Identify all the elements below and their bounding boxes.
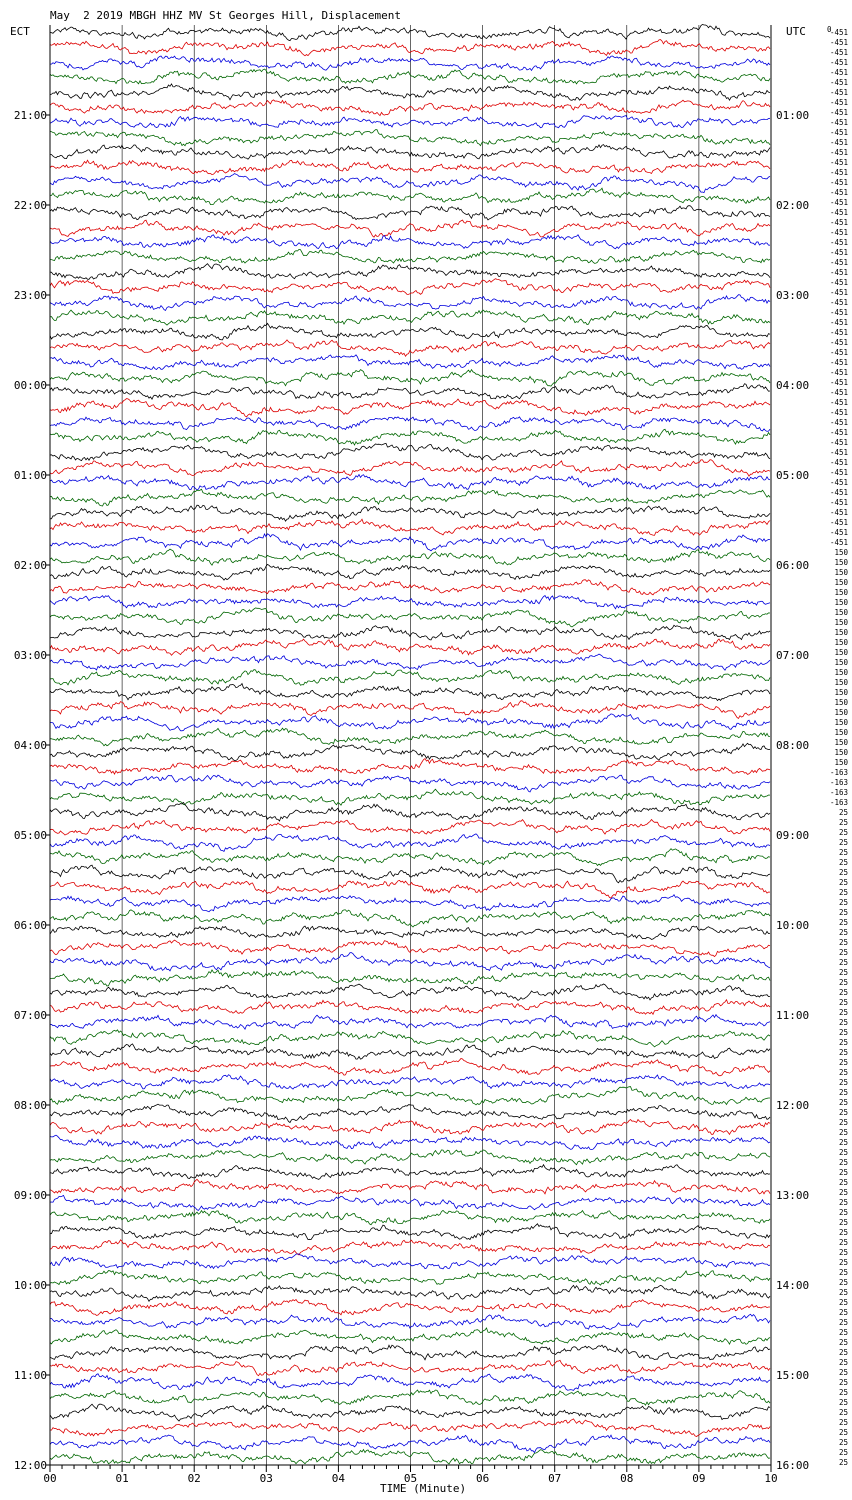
seismic-trace — [50, 130, 770, 146]
scale-value: -451 — [829, 78, 848, 87]
scale-value: -451 — [829, 298, 848, 307]
seismic-trace — [50, 1165, 770, 1180]
scale-value: 25 — [838, 998, 848, 1007]
scale-value: -451 — [829, 68, 848, 77]
left-hour-label: 21:00 — [13, 109, 47, 122]
scale-value: 25 — [838, 1188, 848, 1197]
seismic-trace — [50, 279, 770, 295]
seismic-trace — [50, 56, 770, 70]
scale-value: 25 — [838, 1088, 848, 1097]
scale-value: 150 — [834, 598, 848, 607]
seismic-trace — [50, 1450, 770, 1464]
scale-value: 25 — [838, 1438, 848, 1447]
scale-value: -163 — [829, 778, 848, 787]
scale-value: -451 — [829, 408, 848, 417]
seismic-trace — [50, 984, 770, 1000]
seismic-trace — [50, 460, 770, 477]
seismic-trace — [50, 1300, 770, 1316]
scale-value: -451 — [829, 248, 848, 257]
scale-value: 25 — [838, 968, 848, 977]
scale-value: -163 — [829, 798, 848, 807]
scale-value: 150 — [834, 728, 848, 737]
seismic-trace — [50, 880, 770, 898]
right-hour-label: 06:00 — [776, 559, 810, 572]
scale-value: -451 — [829, 368, 848, 377]
scale-value: -451 — [829, 308, 848, 317]
seismic-trace — [50, 820, 770, 836]
right-hour-label: 13:00 — [776, 1189, 810, 1202]
scale-value: 25 — [838, 1428, 848, 1437]
right-hour-label: 15:00 — [776, 1369, 810, 1382]
scale-value: 150 — [834, 608, 848, 617]
scale-value: -451 — [829, 348, 848, 357]
x-tick-label: 05 — [403, 1472, 418, 1485]
scale-value: 150 — [834, 678, 848, 687]
x-axis-label: TIME (Minute) — [380, 1482, 467, 1495]
scale-value: 150 — [834, 758, 848, 767]
scale-value: 25 — [838, 1128, 848, 1137]
left-hour-label: 02:00 — [13, 559, 47, 572]
right-hour-label: 11:00 — [776, 1009, 810, 1022]
scale-value: -451 — [829, 318, 848, 327]
scale-value: -451 — [829, 148, 848, 157]
scale-value: -451 — [829, 38, 848, 47]
left-hour-label: 04:00 — [13, 739, 47, 752]
minute-gridlines — [122, 25, 699, 1465]
x-tick-label: 08 — [620, 1472, 634, 1485]
seismic-trace — [50, 206, 770, 220]
x-tick-label: 10 — [764, 1472, 778, 1485]
scale-value: 25 — [838, 888, 848, 897]
scale-value: 150 — [834, 738, 848, 747]
seismic-trace — [50, 1404, 770, 1421]
scale-value: -451 — [829, 378, 848, 387]
scale-value: -451 — [829, 478, 848, 487]
seismic-trace — [50, 1271, 770, 1286]
seismic-trace — [50, 759, 770, 775]
scale-value: 25 — [838, 1458, 848, 1467]
x-tick-label: 04 — [331, 1472, 346, 1485]
seismic-trace — [50, 160, 770, 174]
seismic-trace — [50, 417, 770, 431]
seismic-trace — [50, 310, 770, 325]
seismic-trace — [50, 1435, 770, 1452]
scale-value: -451 — [829, 508, 848, 517]
scale-value: 25 — [838, 1388, 848, 1397]
seismic-trace — [50, 1075, 770, 1089]
left-hour-label: 01:00 — [13, 469, 47, 482]
scale-value: 25 — [838, 1168, 848, 1177]
scale-value: 25 — [838, 1248, 848, 1257]
seismic-trace — [50, 639, 770, 655]
scale-value: 25 — [838, 1198, 848, 1207]
scale-value: 25 — [838, 1308, 848, 1317]
seismic-trace — [50, 116, 770, 128]
scale-value: 25 — [838, 1098, 848, 1107]
scale-value: -451 — [829, 118, 848, 127]
scale-value: -451 — [829, 258, 848, 267]
scale-header: 0 — [827, 25, 832, 34]
left-hour-label: 11:00 — [13, 1369, 47, 1382]
seismic-trace — [50, 340, 770, 356]
seismic-trace — [50, 1044, 770, 1059]
scale-value: 25 — [838, 988, 848, 997]
scale-value: -451 — [829, 398, 848, 407]
left-hour-label: 09:00 — [13, 1189, 47, 1202]
seismic-trace — [50, 803, 770, 822]
scale-value: 25 — [838, 1368, 848, 1377]
seismic-trace — [50, 608, 770, 627]
seismic-trace — [50, 370, 770, 387]
seismic-trace — [50, 24, 770, 40]
seismic-trace — [50, 580, 770, 595]
scale-value: 25 — [838, 1018, 848, 1027]
x-tick-label: 03 — [259, 1472, 273, 1485]
scale-value: -451 — [829, 278, 848, 287]
scale-value: -451 — [829, 128, 848, 137]
seismic-trace — [50, 1150, 770, 1165]
scale-value: 150 — [834, 638, 848, 647]
x-tick-label: 09 — [692, 1472, 706, 1485]
seismic-trace — [50, 1030, 770, 1047]
scale-value: -451 — [829, 168, 848, 177]
seismic-trace — [50, 174, 770, 193]
scale-value: 25 — [838, 978, 848, 987]
scale-value: 25 — [838, 938, 848, 947]
scale-value: 25 — [838, 1348, 848, 1357]
scale-value: 25 — [838, 1028, 848, 1037]
scale-value: 25 — [838, 1418, 848, 1427]
scale-value: 150 — [834, 578, 848, 587]
scale-value: -451 — [829, 208, 848, 217]
scale-value: 150 — [834, 648, 848, 657]
left-hour-label: 05:00 — [13, 829, 47, 842]
scale-value: -451 — [829, 418, 848, 427]
seismic-trace — [50, 429, 770, 445]
scale-value: -451 — [829, 538, 848, 547]
scale-value: 25 — [838, 848, 848, 857]
seismic-trace — [50, 1059, 770, 1076]
scale-value: 25 — [838, 1058, 848, 1067]
scale-value: 25 — [838, 1258, 848, 1267]
seismic-trace — [50, 670, 770, 686]
scale-value: -451 — [829, 188, 848, 197]
right-hour-label: 05:00 — [776, 469, 810, 482]
scale-value: -451 — [829, 228, 848, 237]
seismic-trace — [50, 475, 770, 490]
seismic-trace — [50, 684, 770, 701]
scale-value: 25 — [838, 928, 848, 937]
seismic-trace — [50, 323, 770, 339]
seismic-traces — [50, 24, 770, 1464]
scale-value: -451 — [829, 158, 848, 167]
scale-value: -451 — [829, 218, 848, 227]
seismic-trace — [50, 519, 770, 535]
seismic-trace — [50, 100, 770, 116]
seismic-trace — [50, 1360, 770, 1375]
seismic-trace — [50, 926, 770, 939]
scale-value: 150 — [834, 628, 848, 637]
seismic-trace — [50, 775, 770, 792]
scale-value: 25 — [838, 1048, 848, 1057]
scale-value: -451 — [829, 328, 848, 337]
scale-value: 25 — [838, 1138, 848, 1147]
right-hour-label: 07:00 — [776, 649, 810, 662]
scale-value: 25 — [838, 878, 848, 887]
scale-value: -163 — [829, 768, 848, 777]
scale-value: 25 — [838, 858, 848, 867]
scale-value: -451 — [829, 458, 848, 467]
seismic-trace — [50, 940, 770, 957]
scale-value: 25 — [838, 1218, 848, 1227]
seismic-trace — [50, 235, 770, 249]
seismic-trace — [50, 264, 770, 280]
scale-value: -451 — [829, 448, 848, 457]
seismic-trace — [50, 728, 770, 746]
left-timezone-label: ECT — [10, 25, 30, 38]
scale-value: 25 — [838, 1268, 848, 1277]
seismic-trace — [50, 1087, 770, 1105]
scale-value: 25 — [838, 1448, 848, 1457]
seismic-trace — [50, 220, 770, 237]
seismic-trace — [50, 895, 770, 912]
scale-value: -451 — [829, 338, 848, 347]
scale-value: 150 — [834, 748, 848, 757]
seismic-trace — [50, 849, 770, 866]
scale-value: 25 — [838, 1008, 848, 1017]
seismic-trace — [50, 399, 770, 417]
left-hour-label: 08:00 — [13, 1099, 47, 1112]
scale-value: 25 — [838, 1288, 848, 1297]
scale-value: 150 — [834, 568, 848, 577]
scale-value: 25 — [838, 1318, 848, 1327]
scale-value: 25 — [838, 1328, 848, 1337]
scale-value: -451 — [829, 88, 848, 97]
scale-value: -451 — [829, 178, 848, 187]
scale-value: -451 — [829, 358, 848, 367]
scale-value: 25 — [838, 1338, 848, 1347]
seismic-trace — [50, 1104, 770, 1122]
seismic-trace — [50, 355, 770, 370]
scale-value: -451 — [829, 428, 848, 437]
seismic-trace — [50, 145, 770, 160]
scale-value: -451 — [829, 58, 848, 67]
scale-value: 25 — [838, 838, 848, 847]
seismic-trace — [50, 701, 770, 719]
scale-value: 25 — [838, 1298, 848, 1307]
right-hour-label: 04:00 — [776, 379, 810, 392]
scale-value: 150 — [834, 658, 848, 667]
seismic-trace — [50, 1285, 770, 1301]
seismic-trace — [50, 1374, 770, 1391]
seismic-trace — [50, 84, 770, 100]
seismic-trace — [50, 249, 770, 263]
right-hour-label: 16:00 — [776, 1459, 810, 1472]
seismic-trace — [50, 188, 770, 204]
scale-value: 150 — [834, 548, 848, 557]
x-tick-label: 02 — [187, 1472, 201, 1485]
right-hour-label: 03:00 — [776, 289, 810, 302]
seismic-trace — [50, 1120, 770, 1135]
seismic-trace — [50, 489, 770, 506]
seismic-trace — [50, 1254, 770, 1269]
right-hour-label: 12:00 — [776, 1099, 810, 1112]
seismic-trace — [50, 1000, 770, 1015]
right-hour-label: 14:00 — [776, 1279, 810, 1292]
scale-value: 25 — [838, 818, 848, 827]
scale-value: -451 — [829, 98, 848, 107]
scale-value: 150 — [834, 718, 848, 727]
seismic-trace — [50, 714, 770, 731]
seismic-trace — [50, 1314, 770, 1329]
scale-value: 150 — [834, 708, 848, 717]
scale-value: 25 — [838, 898, 848, 907]
x-tick-label: 01 — [115, 1472, 129, 1485]
seismic-trace — [50, 953, 770, 971]
seismic-trace — [50, 625, 770, 640]
seismic-trace — [50, 505, 770, 521]
scale-value: 25 — [838, 1068, 848, 1077]
right-hour-label: 09:00 — [776, 829, 810, 842]
right-timezone-label: UTC — [786, 25, 806, 38]
scale-value: 25 — [838, 1158, 848, 1167]
scale-value: 150 — [834, 668, 848, 677]
scale-value: 25 — [838, 808, 848, 817]
seismic-trace — [50, 549, 770, 565]
left-hour-label: 10:00 — [13, 1279, 47, 1292]
scale-value: -451 — [829, 488, 848, 497]
scale-value: -451 — [829, 468, 848, 477]
seismic-trace — [50, 443, 770, 460]
scale-value: -451 — [829, 518, 848, 527]
seismic-trace — [50, 1195, 770, 1210]
scale-value: 25 — [838, 828, 848, 837]
seismic-trace — [50, 910, 770, 927]
scale-value: 150 — [834, 558, 848, 567]
left-hour-label: 00:00 — [13, 379, 47, 392]
scale-value: -451 — [829, 438, 848, 447]
scale-value: -451 — [829, 238, 848, 247]
scale-value: 150 — [834, 618, 848, 627]
scale-value: 25 — [838, 908, 848, 917]
seismic-trace — [50, 970, 770, 986]
scale-value: 25 — [838, 1278, 848, 1287]
scale-value: 25 — [838, 1208, 848, 1217]
scale-value: -451 — [829, 288, 848, 297]
scale-value: -451 — [829, 268, 848, 277]
scale-value: 25 — [838, 1378, 848, 1387]
scale-value: -451 — [829, 48, 848, 57]
scale-value: -451 — [829, 388, 848, 397]
scale-value: 25 — [838, 1118, 848, 1127]
scale-value: 25 — [838, 1038, 848, 1047]
scale-value: 25 — [838, 1398, 848, 1407]
seismic-trace — [50, 1135, 770, 1149]
scale-value: 25 — [838, 868, 848, 877]
scale-value: -451 — [829, 198, 848, 207]
seismic-trace — [50, 564, 770, 580]
scale-value: 25 — [838, 1228, 848, 1237]
left-hour-label: 12:00 — [13, 1459, 47, 1472]
chart-title: May 2 2019 MBGH HHZ MV St Georges Hill, Displacement — [50, 9, 401, 22]
seismic-trace — [50, 384, 770, 400]
scale-value: 150 — [834, 688, 848, 697]
right-hour-label: 01:00 — [776, 109, 810, 122]
seismic-trace — [50, 789, 770, 805]
scale-value: 25 — [838, 1238, 848, 1247]
scale-value: 25 — [838, 958, 848, 967]
seismic-trace — [50, 40, 770, 56]
scale-value: -451 — [829, 528, 848, 537]
scale-value: 25 — [838, 1078, 848, 1087]
scale-value: 25 — [838, 1178, 848, 1187]
scale-value: 25 — [838, 1358, 848, 1367]
axis-labels — [14, 25, 849, 1500]
scale-value: 150 — [834, 588, 848, 597]
scale-value: 25 — [838, 948, 848, 957]
seismic-trace — [50, 1390, 770, 1405]
left-hour-label: 03:00 — [13, 649, 47, 662]
seismic-trace — [50, 1240, 770, 1255]
seismic-trace — [50, 295, 770, 311]
scale-value: 25 — [838, 1108, 848, 1117]
x-tick-label: 06 — [475, 1472, 490, 1485]
seismic-trace — [50, 1419, 770, 1437]
left-hour-label: 07:00 — [13, 1009, 47, 1022]
x-tick-label: 00 — [43, 1472, 57, 1485]
scale-value: 25 — [838, 1148, 848, 1157]
seismic-trace — [50, 1224, 770, 1240]
seismic-trace — [50, 1015, 770, 1030]
seismic-trace — [50, 654, 770, 670]
seismic-trace — [50, 1179, 770, 1194]
scale-value: 25 — [838, 1408, 848, 1417]
seismic-trace — [50, 69, 770, 84]
left-hour-label: 22:00 — [13, 199, 47, 212]
left-hour-label: 23:00 — [13, 289, 47, 302]
right-hour-label: 08:00 — [776, 739, 810, 752]
seismic-trace — [50, 865, 770, 883]
right-hour-label: 02:00 — [776, 199, 810, 212]
scale-value: -451 — [829, 498, 848, 507]
seismic-trace — [50, 534, 770, 551]
left-hour-label: 06:00 — [13, 919, 47, 932]
seismic-trace — [50, 1210, 770, 1224]
seismic-trace — [50, 1328, 770, 1344]
seismic-trace — [50, 743, 770, 760]
scale-value: -163 — [829, 788, 848, 797]
scale-value: -451 — [829, 108, 848, 117]
seismic-trace — [50, 834, 770, 852]
x-tick-label: 07 — [548, 1472, 562, 1485]
scale-value: -451 — [829, 138, 848, 147]
scale-value: 25 — [838, 918, 848, 927]
right-hour-label: 10:00 — [776, 919, 810, 932]
seismic-trace — [50, 596, 770, 609]
scale-value: 150 — [834, 698, 848, 707]
seismic-trace — [50, 1345, 770, 1360]
scale-value: -451 — [829, 28, 848, 37]
